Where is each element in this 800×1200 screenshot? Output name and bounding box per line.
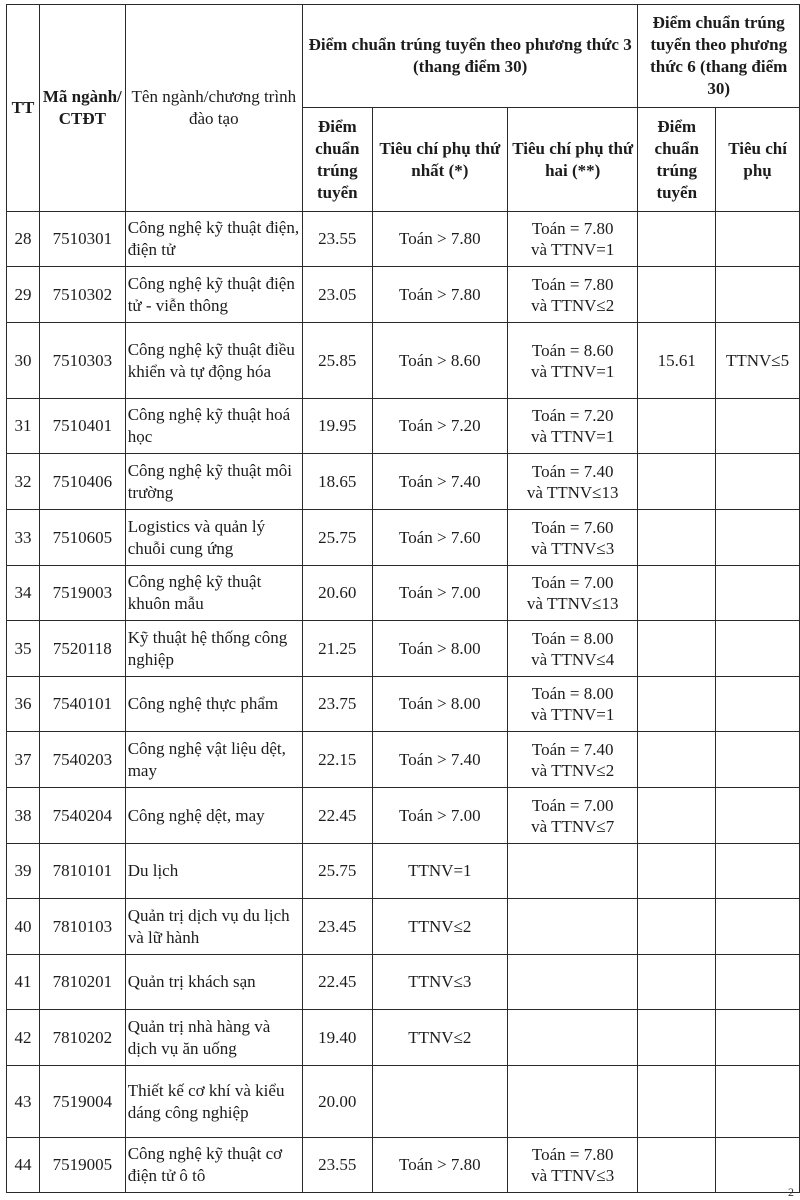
row-code: 7510303 [39, 323, 125, 399]
row-score6 [638, 212, 716, 267]
row-tt: 30 [7, 323, 40, 399]
table-row [7, 1138, 800, 1193]
row-name: Quản trị dịch vụ du lịch và lữ hành [125, 899, 302, 955]
row-name: Công nghệ kỹ thuật điều khiển và tự động hóa [125, 323, 302, 399]
row-crit2 [507, 899, 637, 955]
row-score3: 25.75 [302, 510, 372, 566]
header-score3: Điểm chuẩn trúng tuyển [302, 108, 372, 212]
row-crit1: TTNV≤2 [372, 1010, 507, 1066]
header-score6: Điểm chuẩn trúng tuyển [638, 108, 716, 212]
table-row [7, 510, 800, 566]
row-crit2-line1: Toán = 7.20 [531, 406, 614, 425]
row-name: Thiết kế cơ khí và kiểu dáng công nghiệp [125, 1066, 302, 1138]
row-score6 [638, 1066, 716, 1138]
row-crit1: Toán > 7.00 [372, 566, 507, 621]
row-code: 7519003 [39, 566, 125, 621]
row-crit2-line2: và TTNV≤3 [531, 1166, 615, 1185]
row-crit1: TTNV=1 [372, 844, 507, 899]
row-code: 7540101 [39, 677, 125, 732]
table-row [7, 323, 800, 399]
row-score3: 22.45 [302, 788, 372, 844]
row-crit2-line1: Toán = 7.80 [531, 1145, 614, 1164]
row-crit6 [716, 844, 800, 899]
row-crit1: Toán > 7.80 [372, 212, 507, 267]
table-row [7, 399, 800, 454]
row-tt: 37 [7, 732, 40, 788]
row-score3: 20.00 [302, 1066, 372, 1138]
row-crit2-line1: Toán = 8.00 [531, 684, 614, 703]
row-crit6 [716, 788, 800, 844]
row-code: 7810101 [39, 844, 125, 899]
header-tt: TT [7, 5, 40, 212]
row-tt: 41 [7, 955, 40, 1010]
row-tt: 43 [7, 1066, 40, 1138]
table-row [7, 212, 800, 267]
row-crit2 [507, 1010, 637, 1066]
row-score3: 22.15 [302, 732, 372, 788]
row-name: Kỹ thuật hệ thống công nghiệp [125, 621, 302, 677]
row-code: 7519004 [39, 1066, 125, 1138]
row-crit1: Toán > 7.40 [372, 454, 507, 510]
row-score6 [638, 566, 716, 621]
row-score6: 15.61 [638, 323, 716, 399]
row-code: 7510406 [39, 454, 125, 510]
row-crit1: Toán > 7.60 [372, 510, 507, 566]
row-code: 7810103 [39, 899, 125, 955]
row-code: 7510605 [39, 510, 125, 566]
header-row-1 [7, 5, 800, 108]
row-crit2-line2: và TTNV=1 [530, 427, 615, 446]
table-body [7, 212, 800, 1193]
row-tt: 33 [7, 510, 40, 566]
row-crit6 [716, 1010, 800, 1066]
row-crit2 [507, 566, 637, 621]
row-crit2-line1: Toán = 7.00 [531, 573, 614, 592]
row-tt: 40 [7, 899, 40, 955]
row-code: 7510301 [39, 212, 125, 267]
table-row [7, 844, 800, 899]
row-score3: 25.75 [302, 844, 372, 899]
row-code: 7520118 [39, 621, 125, 677]
row-crit6 [716, 566, 800, 621]
row-crit2-line2: và TTNV≤2 [531, 295, 615, 315]
row-tt: 44 [7, 1138, 40, 1193]
row-crit2-line1: Toán = 7.40 [531, 461, 614, 481]
header-crit1: Tiêu chí phụ thứ nhất (*) [372, 108, 507, 212]
row-score3: 23.75 [302, 677, 372, 732]
row-crit2-line1: Toán = 7.80 [531, 274, 614, 294]
row-name: Công nghệ kỹ thuật khuôn mẫu [125, 566, 302, 621]
row-crit2 [507, 732, 637, 788]
row-crit1: Toán > 8.00 [372, 677, 507, 732]
row-crit2 [507, 1138, 637, 1193]
row-tt: 42 [7, 1010, 40, 1066]
row-crit2-line2: và TTNV≤13 [526, 594, 619, 613]
row-crit2 [507, 788, 637, 844]
header-method6: Điểm chuẩn trúng tuyển theo phương thức 6 (thang điểm 30) [638, 5, 800, 108]
row-tt: 29 [7, 267, 40, 323]
row-score6 [638, 677, 716, 732]
row-name: Công nghệ kỹ thuật điện, điện tử [125, 212, 302, 267]
table-row [7, 621, 800, 677]
row-crit2-line2: và TTNV≤13 [526, 482, 619, 502]
row-crit2 [507, 510, 637, 566]
row-name: Quản trị khách sạn [125, 955, 302, 1010]
row-name: Công nghệ vật liệu dệt, may [125, 732, 302, 788]
row-crit6 [716, 267, 800, 323]
row-tt: 35 [7, 621, 40, 677]
row-crit2-line1: Toán = 8.00 [531, 628, 614, 648]
row-score6 [638, 267, 716, 323]
table-row [7, 566, 800, 621]
row-code: 7510302 [39, 267, 125, 323]
row-name: Công nghệ kỹ thuật điện tử - viễn thông [125, 267, 302, 323]
row-score3: 21.25 [302, 621, 372, 677]
row-score6 [638, 621, 716, 677]
header-method3: Điểm chuẩn trúng tuyển theo phương thức 3 (thang điểm 30) [302, 5, 638, 108]
table-row [7, 732, 800, 788]
row-score3: 23.55 [302, 1138, 372, 1193]
row-crit6 [716, 212, 800, 267]
row-score6 [638, 1010, 716, 1066]
row-crit2 [507, 1066, 637, 1138]
row-tt: 34 [7, 566, 40, 621]
row-score3: 20.60 [302, 566, 372, 621]
row-crit1: TTNV≤3 [372, 955, 507, 1010]
row-score6 [638, 899, 716, 955]
row-tt: 39 [7, 844, 40, 899]
table-row [7, 788, 800, 844]
row-code: 7540204 [39, 788, 125, 844]
row-tt: 31 [7, 399, 40, 454]
row-crit2-line1: Toán = 7.00 [531, 795, 614, 815]
table-row [7, 454, 800, 510]
row-name: Công nghệ kỹ thuật hoá học [125, 399, 302, 454]
row-score6 [638, 1138, 716, 1193]
row-crit1: Toán > 7.20 [372, 399, 507, 454]
row-name: Công nghệ kỹ thuật môi trường [125, 454, 302, 510]
row-code: 7510401 [39, 399, 125, 454]
row-crit2-line1: Toán = 8.60 [531, 340, 614, 360]
row-score3: 19.40 [302, 1010, 372, 1066]
row-score6 [638, 955, 716, 1010]
row-score6 [638, 788, 716, 844]
row-name: Công nghệ dệt, may [125, 788, 302, 844]
row-tt: 38 [7, 788, 40, 844]
row-code: 7810201 [39, 955, 125, 1010]
row-tt: 32 [7, 454, 40, 510]
row-name: Logistics và quản lý chuỗi cung ứng [125, 510, 302, 566]
row-crit2 [507, 844, 637, 899]
row-crit1: Toán > 7.80 [372, 267, 507, 323]
row-crit2 [507, 323, 637, 399]
row-score3: 23.55 [302, 212, 372, 267]
row-tt: 36 [7, 677, 40, 732]
row-crit2-line2: và TTNV≤2 [531, 760, 615, 780]
row-crit2 [507, 621, 637, 677]
row-crit1: Toán > 7.00 [372, 788, 507, 844]
table-row [7, 1010, 800, 1066]
row-crit2-line2: và TTNV=1 [530, 240, 615, 259]
table-row [7, 1066, 800, 1138]
row-crit2-line2: và TTNV≤3 [531, 538, 615, 558]
row-crit2-line1: Toán = 7.80 [531, 219, 614, 238]
row-crit2 [507, 212, 637, 267]
row-crit2-line2: và TTNV=1 [530, 705, 615, 724]
row-crit6 [716, 621, 800, 677]
row-code: 7519005 [39, 1138, 125, 1193]
row-crit1: Toán > 8.00 [372, 621, 507, 677]
header-code: Mã ngành/ CTĐT [39, 5, 125, 212]
row-score3: 22.45 [302, 955, 372, 1010]
admission-score-table [6, 4, 800, 1193]
row-crit6 [716, 510, 800, 566]
row-score3: 23.05 [302, 267, 372, 323]
row-crit6 [716, 399, 800, 454]
row-score3: 23.45 [302, 899, 372, 955]
row-crit1: Toán > 7.80 [372, 1138, 507, 1193]
row-score6 [638, 732, 716, 788]
row-name: Du lịch [125, 844, 302, 899]
row-crit6: TTNV≤5 [716, 323, 800, 399]
row-score6 [638, 844, 716, 899]
table-row [7, 677, 800, 732]
row-crit6 [716, 454, 800, 510]
page-number: 2 [788, 1185, 794, 1199]
row-score3: 19.95 [302, 399, 372, 454]
row-crit2-line2: và TTNV≤7 [531, 816, 615, 836]
row-crit2 [507, 399, 637, 454]
row-score6 [638, 454, 716, 510]
row-name: Quản trị nhà hàng và dịch vụ ăn uống [125, 1010, 302, 1066]
header-crit2: Tiêu chí phụ thứ hai (**) [507, 108, 637, 212]
table-row [7, 955, 800, 1010]
row-code: 7810202 [39, 1010, 125, 1066]
row-crit2 [507, 955, 637, 1010]
row-crit1: TTNV≤2 [372, 899, 507, 955]
row-tt: 28 [7, 212, 40, 267]
row-score3: 18.65 [302, 454, 372, 510]
row-crit6 [716, 955, 800, 1010]
row-crit6 [716, 1138, 800, 1193]
row-score3: 25.85 [302, 323, 372, 399]
table-row [7, 899, 800, 955]
row-crit1: Toán > 7.40 [372, 732, 507, 788]
row-crit2-line2: và TTNV=1 [530, 361, 615, 381]
row-crit2 [507, 454, 637, 510]
row-crit1 [372, 1066, 507, 1138]
row-code: 7540203 [39, 732, 125, 788]
row-crit6 [716, 732, 800, 788]
row-score6 [638, 399, 716, 454]
row-score6 [638, 510, 716, 566]
row-name: Công nghệ thực phẩm [125, 677, 302, 732]
row-crit6 [716, 899, 800, 955]
row-crit2-line1: Toán = 7.40 [531, 739, 614, 759]
row-crit2-line1: Toán = 7.60 [531, 517, 614, 537]
row-crit1: Toán > 8.60 [372, 323, 507, 399]
table-row [7, 267, 800, 323]
row-crit2-line2: và TTNV≤4 [531, 649, 615, 669]
row-crit2 [507, 677, 637, 732]
row-crit6 [716, 677, 800, 732]
row-crit2 [507, 267, 637, 323]
header-crit6: Tiêu chí phụ [716, 108, 800, 212]
row-crit6 [716, 1066, 800, 1138]
row-name: Công nghệ kỹ thuật cơ điện tử ô tô [125, 1138, 302, 1193]
header-name: Tên ngành/chương trình đào tạo [125, 5, 302, 212]
